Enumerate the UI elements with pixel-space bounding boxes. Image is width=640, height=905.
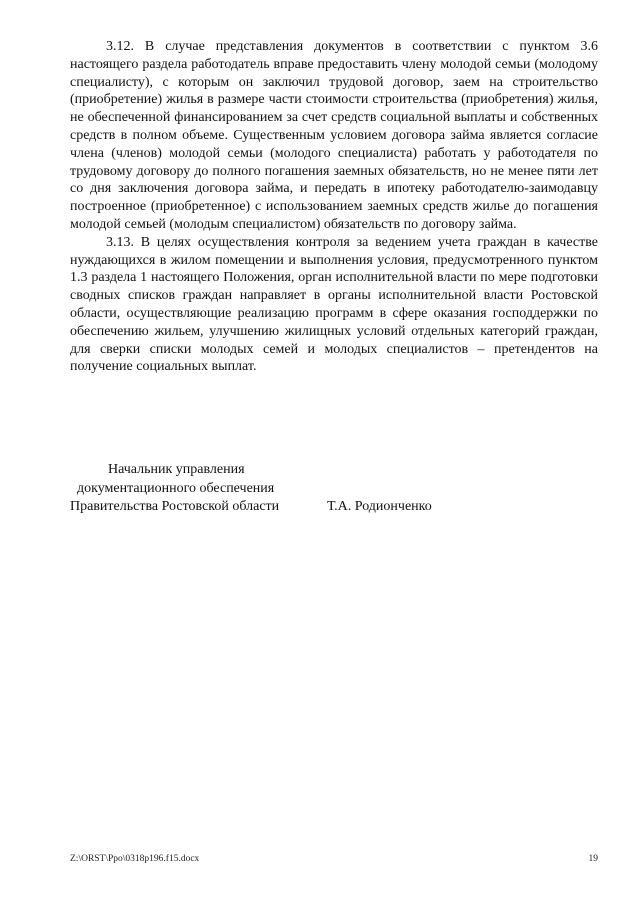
paragraph-3-13: 3.13. В целях осуществления контроля за ведением учета граждан в качестве нуждающихся в жилом помещении и выполнения условия, предусмотренного пунктом 1.3 раздела 1 настоящего Положения, орган исполнительной власти по мере подготовки сводных списков граждан направляет в органы исполнительной власти Ростовской области, осуществляющие реализацию программ в сфере оказания господдержки по обеспечению жильем, улучшению жилищных условий отдельных категорий граждан, для сверки списки молодых семей и молодых специалистов – претендентов на получение социальных выплат.: [70, 234, 598, 375]
document-body: [70, 38, 598, 376]
signer-title-line2: документационного обеспечения: [77, 480, 275, 496]
paragraph-3-12: 3.12. В случае представления документов в соответствии с пунктом 3.6 настоящего раздела работодатель вправе предоставить члену молодой семьи (молодому специалисту), с которым он заключил трудовой договор, заем на строительство (приобретение) жилья в размере части стоимости строительства (приобретения) жилья, не обеспеченной финансированием за счет средств социальной выплаты и собственных средств в полном объеме. Существенным условием договора займа является согласие члена (членов) молодой семьи (молодого специалиста) работать у работодателя по трудовому договору до полного погашения заемных обязательств, но не менее пяти лет со дня заключения договора займа, и передать в ипотеку работодателю-заимодавцу построенное (приобретенное) с использованием заемных средств жилье до погашения молодой семьей (молодым специалистом) обязательств по договору займа.: [70, 39, 598, 232]
signature-block: [70, 461, 490, 517]
signature-line-3: [70, 498, 490, 517]
signature-line-1: [70, 461, 490, 480]
signer-title-line3: Правительства Ростовской области: [70, 499, 280, 514]
signer-name: Т.А. Родионченко: [327, 499, 432, 514]
page-number: 19: [588, 854, 598, 864]
signer-title-line1: Начальник управления: [108, 462, 245, 477]
page-footer: [70, 854, 598, 868]
signature-line-2: [70, 480, 490, 499]
footer-file-path: Z:\ORST\Ppo\0318p196.f15.docx: [70, 854, 200, 864]
